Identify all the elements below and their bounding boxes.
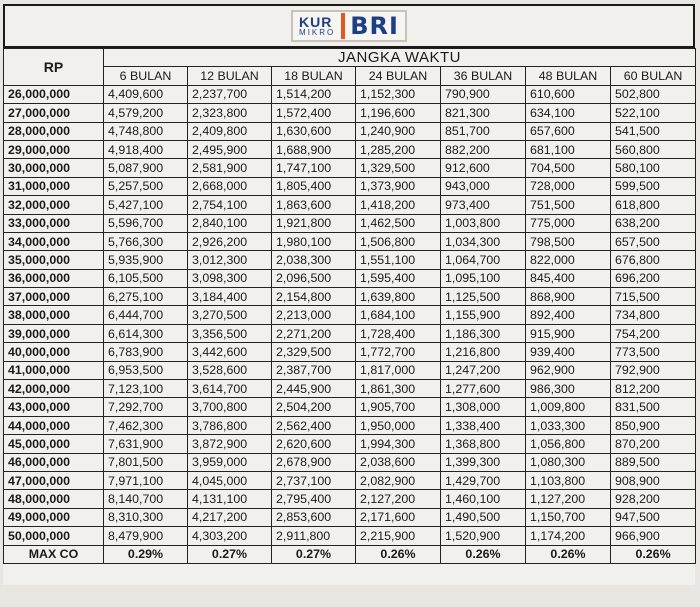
installment-cell: 2,171,600 [356, 508, 441, 526]
installment-cell: 6,275,100 [104, 288, 188, 306]
installment-cell: 868,900 [526, 288, 611, 306]
installment-cell: 2,581,900 [188, 159, 272, 177]
installment-cell: 2,754,100 [188, 196, 272, 214]
installment-cell: 1,595,400 [356, 269, 441, 287]
installment-cell: 599,500 [611, 177, 696, 195]
installment-cell: 3,098,300 [188, 269, 272, 287]
installment-cell: 1,127,200 [526, 490, 611, 508]
installment-cell: 1,994,300 [356, 435, 441, 453]
installment-cell: 2,620,600 [272, 435, 356, 453]
installment-cell: 634,100 [526, 104, 611, 122]
installment-cell: 973,400 [441, 196, 526, 214]
table-row [4, 177, 696, 195]
installment-cell: 657,600 [526, 122, 611, 140]
term-header: JANGKA WAKTU [104, 49, 696, 67]
installment-cell: 8,140,700 [104, 490, 188, 508]
installment-cell: 1,490,500 [441, 508, 526, 526]
installment-cell: 696,200 [611, 269, 696, 287]
installment-cell: 6,105,500 [104, 269, 188, 287]
installment-cell: 580,100 [611, 159, 696, 177]
installment-cell: 7,123,100 [104, 380, 188, 398]
installment-cell: 3,184,400 [188, 288, 272, 306]
tenor-header: 60 BULAN [611, 67, 696, 85]
kur-bri-logo [291, 10, 407, 42]
max-co-cell: 0.26% [526, 545, 611, 563]
installment-cell: 1,216,800 [441, 343, 526, 361]
tenor-header: 18 BULAN [272, 67, 356, 85]
table-row [4, 269, 696, 287]
rate-sheet [3, 4, 695, 585]
installment-cell: 3,614,700 [188, 380, 272, 398]
installment-cell: 1,277,600 [441, 380, 526, 398]
installment-cell: 1,009,800 [526, 398, 611, 416]
installment-cell: 773,500 [611, 343, 696, 361]
installment-cell: 6,614,300 [104, 324, 188, 342]
mikro-text: MIKRO [299, 28, 336, 37]
installment-cell: 4,045,000 [188, 471, 272, 489]
installment-cell: 845,400 [526, 269, 611, 287]
tenor-header: 12 BULAN [188, 67, 272, 85]
installment-cell: 2,213,000 [272, 306, 356, 324]
table-row [4, 85, 696, 103]
installment-cell: 850,900 [611, 416, 696, 434]
installment-cell: 3,356,500 [188, 324, 272, 342]
installment-cell: 1,684,100 [356, 306, 441, 324]
installment-cell: 790,900 [441, 85, 526, 103]
installment-cell: 1,196,600 [356, 104, 441, 122]
table-row [4, 104, 696, 122]
installment-cell: 2,504,200 [272, 398, 356, 416]
table-row [4, 122, 696, 140]
installment-cell: 3,959,000 [188, 453, 272, 471]
installment-cell: 1,003,800 [441, 214, 526, 232]
installment-cell: 2,445,900 [272, 380, 356, 398]
installment-cell: 2,737,100 [272, 471, 356, 489]
table-row [4, 343, 696, 361]
installment-cell: 1,805,400 [272, 177, 356, 195]
installment-cell: 831,500 [611, 398, 696, 416]
loan-amount-cell: 26,000,000 [4, 85, 104, 103]
installment-cell: 2,329,500 [272, 343, 356, 361]
installment-cell: 3,872,900 [188, 435, 272, 453]
installment-cell: 889,500 [611, 453, 696, 471]
installment-cell: 2,911,800 [272, 527, 356, 545]
installment-cell: 6,444,700 [104, 306, 188, 324]
tenor-header: 6 BULAN [104, 67, 188, 85]
table-row [4, 324, 696, 342]
installment-cell: 2,038,600 [356, 453, 441, 471]
installment-cell: 2,562,400 [272, 416, 356, 434]
installment-cell: 1,033,300 [526, 416, 611, 434]
installment-cell: 1,630,600 [272, 122, 356, 140]
loan-amount-cell: 34,000,000 [4, 232, 104, 250]
installment-cell: 2,678,900 [272, 453, 356, 471]
table-row [4, 288, 696, 306]
installment-cell: 1,572,400 [272, 104, 356, 122]
installment-cell: 1,980,100 [272, 232, 356, 250]
installment-cell: 1,462,500 [356, 214, 441, 232]
installment-cell: 1,921,800 [272, 214, 356, 232]
loan-amount-cell: 35,000,000 [4, 251, 104, 269]
loan-amount-cell: 50,000,000 [4, 527, 104, 545]
installment-cell: 3,528,600 [188, 361, 272, 379]
table-row [4, 508, 696, 526]
table-row [4, 251, 696, 269]
installment-cell: 1,338,400 [441, 416, 526, 434]
installment-cell: 5,596,700 [104, 214, 188, 232]
installment-cell: 821,300 [441, 104, 526, 122]
installment-cell: 560,800 [611, 140, 696, 158]
installment-cell: 912,600 [441, 159, 526, 177]
installment-cell: 1,861,300 [356, 380, 441, 398]
installment-cell: 2,409,800 [188, 122, 272, 140]
installment-cell: 704,500 [526, 159, 611, 177]
installment-cell: 734,800 [611, 306, 696, 324]
installment-cell: 882,200 [441, 140, 526, 158]
table-row [4, 159, 696, 177]
table-row [4, 435, 696, 453]
installment-cell: 792,900 [611, 361, 696, 379]
installment-cell: 4,217,200 [188, 508, 272, 526]
installment-cell: 522,100 [611, 104, 696, 122]
loan-amount-cell: 38,000,000 [4, 306, 104, 324]
installment-cell: 2,926,200 [188, 232, 272, 250]
installment-cell: 728,000 [526, 177, 611, 195]
loan-amount-cell: 36,000,000 [4, 269, 104, 287]
installment-cell: 3,270,500 [188, 306, 272, 324]
kur-text: KUR [299, 14, 333, 30]
loan-amount-cell: 29,000,000 [4, 140, 104, 158]
installment-cell: 1,240,900 [356, 122, 441, 140]
max-co-cell: 0.27% [272, 545, 356, 563]
installment-cell: 5,935,900 [104, 251, 188, 269]
tenor-header-row [4, 67, 696, 85]
installment-cell: 851,700 [441, 122, 526, 140]
installment-cell: 986,300 [526, 380, 611, 398]
installment-cell: 5,257,500 [104, 177, 188, 195]
loan-amount-cell: 40,000,000 [4, 343, 104, 361]
installment-cell: 2,323,800 [188, 104, 272, 122]
installment-cell: 1,688,900 [272, 140, 356, 158]
installment-cell: 1,103,800 [526, 471, 611, 489]
installment-cell: 962,900 [526, 361, 611, 379]
installment-cell: 1,152,300 [356, 85, 441, 103]
installment-cell: 939,400 [526, 343, 611, 361]
installment-cell: 812,200 [611, 380, 696, 398]
loan-amount-cell: 31,000,000 [4, 177, 104, 195]
installment-cell: 1,064,700 [441, 251, 526, 269]
table-row [4, 398, 696, 416]
installment-cell: 3,442,600 [188, 343, 272, 361]
installment-cell: 4,918,400 [104, 140, 188, 158]
installment-table [3, 48, 696, 564]
installment-cell: 3,700,800 [188, 398, 272, 416]
table-row [4, 306, 696, 324]
loan-amount-cell: 42,000,000 [4, 380, 104, 398]
installment-cell: 1,639,800 [356, 288, 441, 306]
installment-cell: 502,800 [611, 85, 696, 103]
kur-mikro-mark [299, 15, 335, 37]
installment-cell: 1,056,800 [526, 435, 611, 453]
installment-cell: 1,034,300 [441, 232, 526, 250]
max-co-cell: 0.26% [441, 545, 526, 563]
installment-cell: 541,500 [611, 122, 696, 140]
installment-cell: 5,427,100 [104, 196, 188, 214]
loan-amount-cell: 46,000,000 [4, 453, 104, 471]
installment-cell: 2,387,700 [272, 361, 356, 379]
installment-cell: 1,368,800 [441, 435, 526, 453]
installment-cell: 2,082,900 [356, 471, 441, 489]
max-co-cell: 0.29% [104, 545, 188, 563]
logo-divider [341, 13, 345, 39]
installment-cell: 1,095,100 [441, 269, 526, 287]
installment-cell: 798,500 [526, 232, 611, 250]
installment-cell: 4,409,600 [104, 85, 188, 103]
installment-cell: 681,100 [526, 140, 611, 158]
loan-amount-cell: 44,000,000 [4, 416, 104, 434]
table-row [4, 490, 696, 508]
table-row [4, 232, 696, 250]
installment-cell: 870,200 [611, 435, 696, 453]
installment-cell: 2,038,300 [272, 251, 356, 269]
installment-cell: 1,247,200 [441, 361, 526, 379]
table-row [4, 196, 696, 214]
installment-cell: 610,600 [526, 85, 611, 103]
installment-cell: 1,418,200 [356, 196, 441, 214]
bri-text: BRI [350, 12, 399, 40]
installment-cell: 1,460,100 [441, 490, 526, 508]
installment-cell: 3,012,300 [188, 251, 272, 269]
installment-cell: 1,772,700 [356, 343, 441, 361]
table-row [4, 471, 696, 489]
loan-amount-cell: 37,000,000 [4, 288, 104, 306]
installment-cell: 8,310,300 [104, 508, 188, 526]
installment-cell: 7,631,900 [104, 435, 188, 453]
installment-cell: 4,131,100 [188, 490, 272, 508]
logo-header [3, 4, 695, 48]
table-row [4, 380, 696, 398]
installment-cell: 1,950,000 [356, 416, 441, 434]
installment-cell: 1,399,300 [441, 453, 526, 471]
table-row [4, 453, 696, 471]
loan-amount-cell: 32,000,000 [4, 196, 104, 214]
max-co-cell: 0.26% [611, 545, 696, 563]
loan-amount-cell: 47,000,000 [4, 471, 104, 489]
tenor-header: 36 BULAN [441, 67, 526, 85]
installment-cell: 1,329,500 [356, 159, 441, 177]
installment-cell: 2,127,200 [356, 490, 441, 508]
installment-cell: 4,579,200 [104, 104, 188, 122]
installment-cell: 943,000 [441, 177, 526, 195]
installment-cell: 947,500 [611, 508, 696, 526]
installment-cell: 715,500 [611, 288, 696, 306]
installment-cell: 2,215,900 [356, 527, 441, 545]
table-row [4, 527, 696, 545]
installment-cell: 1,285,200 [356, 140, 441, 158]
table-row [4, 140, 696, 158]
installment-cell: 7,462,300 [104, 416, 188, 434]
installment-cell: 1,150,700 [526, 508, 611, 526]
installment-cell: 3,786,800 [188, 416, 272, 434]
installment-cell: 892,400 [526, 306, 611, 324]
loan-amount-cell: 43,000,000 [4, 398, 104, 416]
installment-cell: 2,668,000 [188, 177, 272, 195]
installment-cell: 1,514,200 [272, 85, 356, 103]
installment-cell: 2,853,600 [272, 508, 356, 526]
loan-amount-cell: 49,000,000 [4, 508, 104, 526]
installment-cell: 7,971,100 [104, 471, 188, 489]
installment-cell: 657,500 [611, 232, 696, 250]
installment-cell: 1,155,900 [441, 306, 526, 324]
table-row [4, 214, 696, 232]
installment-cell: 7,292,700 [104, 398, 188, 416]
installment-cell: 751,500 [526, 196, 611, 214]
installment-cell: 6,953,500 [104, 361, 188, 379]
installment-cell: 1,080,300 [526, 453, 611, 471]
installment-cell: 2,096,500 [272, 269, 356, 287]
max-co-label: MAX CO [4, 545, 104, 563]
installment-cell: 618,800 [611, 196, 696, 214]
installment-cell: 1,373,900 [356, 177, 441, 195]
installment-cell: 2,237,700 [188, 85, 272, 103]
installment-cell: 8,479,900 [104, 527, 188, 545]
installment-cell: 7,801,500 [104, 453, 188, 471]
loan-amount-cell: 33,000,000 [4, 214, 104, 232]
installment-cell: 1,747,100 [272, 159, 356, 177]
installment-cell: 1,520,900 [441, 527, 526, 545]
installment-cell: 1,506,800 [356, 232, 441, 250]
installment-cell: 966,900 [611, 527, 696, 545]
installment-cell: 1,429,700 [441, 471, 526, 489]
installment-cell: 2,795,400 [272, 490, 356, 508]
installment-cell: 5,087,900 [104, 159, 188, 177]
loan-amount-cell: 39,000,000 [4, 324, 104, 342]
installment-cell: 4,303,200 [188, 527, 272, 545]
installment-cell: 2,495,900 [188, 140, 272, 158]
loan-amount-cell: 41,000,000 [4, 361, 104, 379]
installment-cell: 915,900 [526, 324, 611, 342]
installment-cell: 1,174,200 [526, 527, 611, 545]
max-co-cell: 0.27% [188, 545, 272, 563]
table-body [4, 85, 696, 563]
installment-cell: 676,800 [611, 251, 696, 269]
loan-amount-cell: 30,000,000 [4, 159, 104, 177]
installment-cell: 928,200 [611, 490, 696, 508]
max-co-cell: 0.26% [356, 545, 441, 563]
loan-amount-cell: 45,000,000 [4, 435, 104, 453]
installment-cell: 822,000 [526, 251, 611, 269]
installment-cell: 1,817,000 [356, 361, 441, 379]
loan-amount-cell: 28,000,000 [4, 122, 104, 140]
installment-cell: 1,863,600 [272, 196, 356, 214]
installment-cell: 2,154,800 [272, 288, 356, 306]
installment-cell: 908,900 [611, 471, 696, 489]
rp-header: RP [4, 49, 104, 86]
tenor-header: 24 BULAN [356, 67, 441, 85]
installment-cell: 5,766,300 [104, 232, 188, 250]
installment-cell: 1,551,100 [356, 251, 441, 269]
max-co-row [4, 545, 696, 563]
installment-cell: 2,840,100 [188, 214, 272, 232]
installment-cell: 4,748,800 [104, 122, 188, 140]
installment-cell: 1,728,400 [356, 324, 441, 342]
table-row [4, 361, 696, 379]
installment-cell: 1,308,000 [441, 398, 526, 416]
installment-cell: 1,905,700 [356, 398, 441, 416]
installment-cell: 6,783,900 [104, 343, 188, 361]
installment-cell: 1,125,500 [441, 288, 526, 306]
installment-cell: 1,186,300 [441, 324, 526, 342]
installment-cell: 775,000 [526, 214, 611, 232]
table-row [4, 416, 696, 434]
tenor-header: 48 BULAN [526, 67, 611, 85]
loan-amount-cell: 27,000,000 [4, 104, 104, 122]
installment-cell: 638,200 [611, 214, 696, 232]
installment-cell: 2,271,200 [272, 324, 356, 342]
loan-amount-cell: 48,000,000 [4, 490, 104, 508]
installment-cell: 754,200 [611, 324, 696, 342]
